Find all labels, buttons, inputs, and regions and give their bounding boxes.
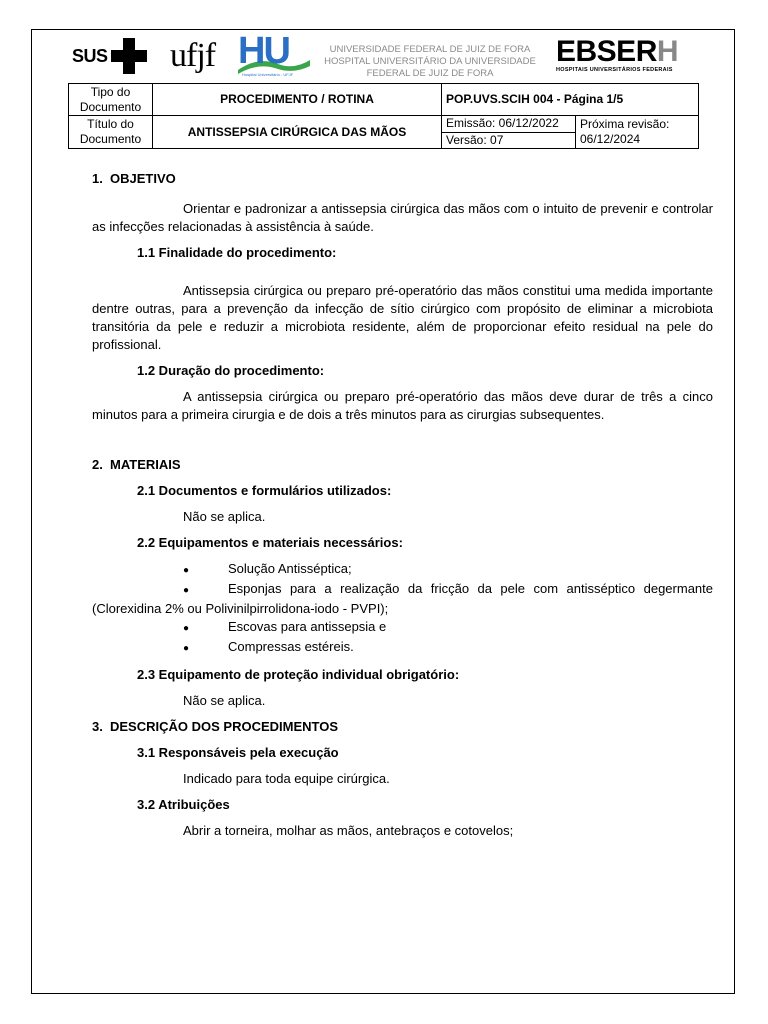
section-heading: 2. MATERIAIS xyxy=(92,457,181,472)
bullet-icon: ● xyxy=(183,623,190,634)
list-item: ● Escovas para antissepsia e xyxy=(92,618,713,638)
subsection-heading: 2.2 Equipamentos e materiais necessários: xyxy=(137,535,403,550)
doc-type-label: Tipo do Documento xyxy=(69,84,153,116)
section-heading: 1. OBJETIVO xyxy=(92,171,176,186)
document-header-table xyxy=(68,83,699,149)
paragraph: A antissepsia cirúrgica ou preparo pré-operatório das mãos deve durar de três a cinco minutos para a primeira cirurgia e de dois a três minutos para as cirurgias subsequentes. xyxy=(92,389,713,422)
next-revision: Próxima revisão: 06/12/2024 xyxy=(576,116,699,149)
paragraph: Abrir a torneira, molhar as mãos, antebraços e cotovelos; xyxy=(183,823,514,838)
document-body xyxy=(92,170,713,840)
header-row-title xyxy=(69,116,699,133)
subsection-heading: 1.1 Finalidade do procedimento: xyxy=(137,245,337,260)
doc-title-value: ANTISSEPSIA CIRÚRGICA DAS MÃOS xyxy=(153,116,442,149)
header-row-type xyxy=(69,84,699,116)
paragraph: Indicado para toda equipe cirúrgica. xyxy=(183,771,390,786)
paragraph: Não se aplica. xyxy=(183,693,266,708)
hu-logo: HU Hospital Universitário - UFJF xyxy=(238,34,310,78)
list-item: ● Solução Antisséptica; xyxy=(92,560,713,580)
list-item: ● Compressas estéreis. xyxy=(92,638,713,658)
doc-title-label: Título do Documento xyxy=(69,116,153,149)
subsection-heading: 2.1 Documentos e formulários utilizados: xyxy=(137,483,392,498)
subsection-heading: 1.2 Duração do procedimento: xyxy=(137,363,325,378)
subsection-heading: 2.3 Equipamento de proteção individual obrigatório: xyxy=(137,667,460,682)
subsection-heading: 3.1 Responsáveis pela execução xyxy=(137,745,339,760)
cross-icon xyxy=(111,38,147,74)
bullet-icon: ● xyxy=(183,643,190,654)
doc-code: POP.UVS.SCIH 004 - Página 1/5 xyxy=(442,84,699,116)
ebserh-logo: EBSERH HOSPITAIS UNIVERSITÁRIOS FEDERAIS xyxy=(556,35,679,73)
bullet-icon: ● xyxy=(183,585,190,596)
sus-logo: SUS xyxy=(72,36,147,76)
paragraph: Não se aplica. xyxy=(183,509,266,524)
list-item: ● Esponjas para a realização da fricção da pele com antisséptico degermante (Clorexidina 2% ou Polivinilpirrolidona-iodo - PVPI); xyxy=(92,581,713,616)
emission-date: Emissão: 06/12/2022 xyxy=(442,116,576,133)
subsection-heading: 3.2 Atribuições xyxy=(137,797,230,812)
university-name: UNIVERSIDADE FEDERAL DE JUIZ DE FORA HOSPITAL UNIVERSITÁRIO DA UNIVERSIDADE FEDERAL DE JUIZ DE FORA xyxy=(324,44,536,79)
paragraph: Orientar e padronizar a antissepsia cirúrgica das mãos com o intuito de prevenir e controlar as infecções relacionadas à assistência à saúde. xyxy=(92,201,713,234)
doc-type-value: PROCEDIMENTO / ROTINA xyxy=(153,84,442,116)
paragraph: Antissepsia cirúrgica ou preparo pré-operatório das mãos constitui uma medida importante dentre outras, para a prevenção da infecção de sítio cirúrgico com propósito de eliminar a microbiota transitória da pele e reduzir a microbiota residente, além de proporcionar efeito residual na pele do profissional. xyxy=(92,283,713,352)
ufjf-logo: ufjf xyxy=(170,37,216,74)
bullet-icon: ● xyxy=(183,565,190,576)
section-heading: 3. DESCRIÇÃO DOS PROCEDIMENTOS xyxy=(92,719,339,734)
version: Versão: 07 xyxy=(442,132,576,149)
header-logos xyxy=(72,30,692,82)
